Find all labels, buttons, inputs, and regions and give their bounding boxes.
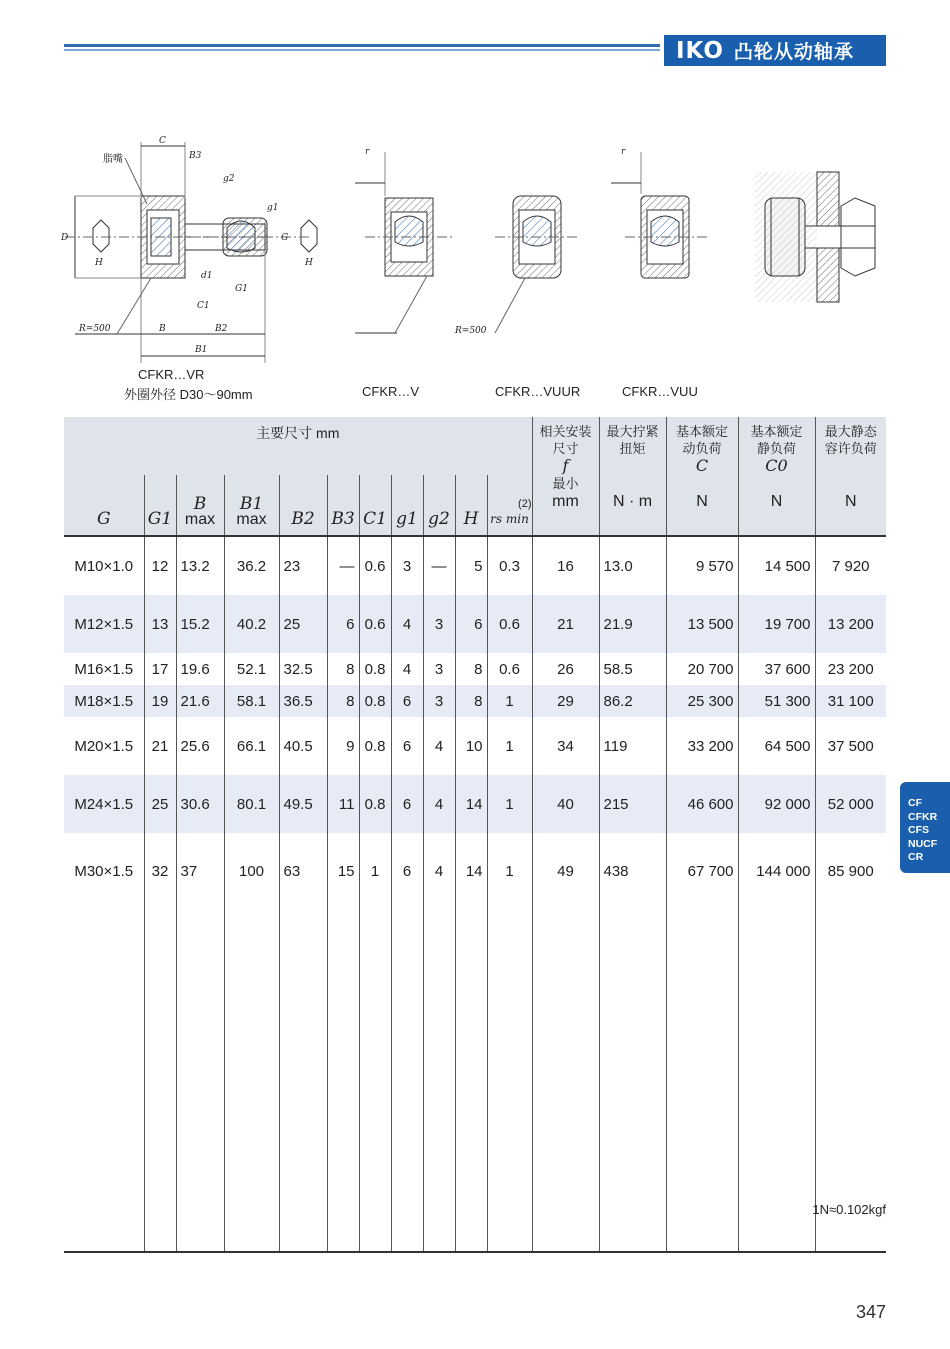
table-cell: 14: [455, 775, 487, 833]
table-row: [64, 833, 886, 943]
table-cell: 17: [144, 653, 176, 685]
table-cell: 80.1: [224, 775, 279, 833]
col-header-rs: (2) rs min: [487, 475, 532, 536]
table-cell: 37: [176, 833, 224, 943]
table-cell: 40.5: [279, 717, 327, 775]
figure-cfkr-v: [355, 147, 487, 336]
table-cell: 8: [455, 653, 487, 685]
table-cell: 6: [455, 595, 487, 653]
table-cell: M18×1.5: [64, 685, 144, 717]
table-row: [64, 685, 886, 717]
dim-C1-label: C1: [197, 301, 210, 311]
table-cell: 13 500: [666, 595, 738, 653]
table-cell: 6: [391, 833, 423, 943]
table-cell: M20×1.5: [64, 717, 144, 775]
table-cell: 13 200: [827, 615, 874, 633]
table-cell: 8: [327, 653, 359, 685]
dim-r-label-1: r: [365, 147, 370, 157]
table-cell: 14: [455, 833, 487, 943]
table-cell: M24×1.5: [64, 775, 144, 833]
table-cell: 25: [279, 595, 327, 653]
figure-mounted: [755, 172, 875, 302]
table-cell: 0.6: [359, 536, 391, 595]
table-cell: M10×1.0: [64, 536, 144, 595]
table-cell: 100: [224, 833, 279, 943]
table-cell: 13: [144, 595, 176, 653]
dim-H-label-right: H: [305, 258, 313, 268]
table-cell: 67 700: [666, 833, 738, 943]
table-cell: 46 600: [666, 775, 738, 833]
table-row: [64, 536, 886, 595]
table-cell: 13.2: [176, 536, 224, 595]
dim-d1-label: d1: [201, 271, 213, 281]
extra-col-header-0: 相关安装 尺寸 f 最小 mm: [532, 417, 599, 536]
dim-B2-label: B2: [215, 324, 228, 334]
table-cell: 0.6: [487, 595, 532, 653]
caption-cfkr-v: CFKR…V: [362, 384, 420, 399]
table-cell: 63: [279, 833, 327, 943]
table-cell: 9 570: [666, 536, 738, 595]
table-cell: 4: [423, 717, 455, 775]
table-cell: 20 700: [666, 653, 738, 685]
table-cell: 12: [144, 536, 176, 595]
table-cell: 10: [455, 717, 487, 775]
spec-table: [64, 417, 886, 1253]
table-cell: 15: [327, 833, 359, 943]
table-row: [64, 717, 886, 775]
figure-cfkr-vuu: [611, 147, 710, 278]
table-cell: 4: [391, 653, 423, 685]
table-cell: 25 300: [666, 685, 738, 717]
extra-col-header-3: 基本额定 静负荷 C0 N: [738, 417, 815, 536]
table-cell: 32: [144, 833, 176, 943]
caption-cfkr-vr: CFKR…VR: [138, 367, 205, 382]
table-cell: 92 000: [738, 775, 815, 833]
table-cell: 19.6: [176, 653, 224, 685]
table-cell: 34: [532, 717, 599, 775]
dim-G1-label: G1: [235, 284, 248, 294]
table-cell: 0.8: [359, 775, 391, 833]
extra-col-header-1: 最大拧紧 扭矩 N · m: [599, 417, 666, 536]
table-cell: 52 000: [827, 795, 874, 813]
table-cell: 0.8: [359, 717, 391, 775]
table-cell: 30.6: [176, 775, 224, 833]
table-cell: 25: [144, 775, 176, 833]
dim-R-label-1: R=500: [79, 324, 111, 334]
table-cell: 33 200: [666, 717, 738, 775]
col-header-B: B max: [176, 475, 224, 536]
table-cell: M12×1.5: [64, 595, 144, 653]
table-cell: —: [327, 536, 359, 595]
table-cell: 58.5: [599, 653, 666, 685]
table-cell: 49.5: [279, 775, 327, 833]
table-cell: 119: [599, 717, 666, 775]
col-header-B2: B2: [279, 475, 327, 536]
table-cell: 6: [391, 717, 423, 775]
table-cell: 66.1: [224, 717, 279, 775]
table-cell: 49: [532, 833, 599, 943]
col-header-C1: C1: [359, 475, 391, 536]
table-cell: 8: [455, 685, 487, 717]
col-header-H: H: [455, 475, 487, 536]
header-banner: [664, 35, 886, 66]
extra-col-header-4: 最大静态 容许负荷 N: [815, 417, 886, 536]
grease-nipple-label: 脂嘴: [103, 154, 123, 165]
table-cell: 1: [359, 833, 391, 943]
table-cell: M30×1.5: [64, 833, 144, 943]
table-cell: 23 200: [827, 660, 874, 678]
col-header-g2: g2: [423, 475, 455, 536]
dim-R-label-2: R=500: [455, 326, 487, 336]
table-cell: 15.2: [176, 595, 224, 653]
side-index-tab[interactable]: [900, 782, 950, 873]
table-cell: 21: [144, 717, 176, 775]
table-row: [64, 775, 886, 833]
side-tab-item[interactable]: CF: [908, 797, 922, 809]
table-cell: 29: [532, 685, 599, 717]
table-cell: 5: [455, 536, 487, 595]
col-header-B1: B1 max: [224, 475, 279, 536]
table-cell: 0.6: [359, 595, 391, 653]
table-filler: [64, 943, 886, 1252]
table-cell: 25.6: [176, 717, 224, 775]
table-cell: 0.6: [487, 653, 532, 685]
bearing-drawings: [55, 128, 900, 408]
extra-col-header-2: 基本额定 动负荷 C N: [666, 417, 738, 536]
table-cell: 3: [423, 653, 455, 685]
table-cell: 1: [487, 717, 532, 775]
table-cell: 23: [279, 536, 327, 595]
side-tab-item[interactable]: CFKR: [908, 810, 938, 823]
table-cell: 31 100: [827, 692, 874, 710]
figure-cfkr-vr: [60, 136, 317, 363]
brand-logo: IKO: [676, 37, 724, 64]
table-cell: 37 600: [738, 653, 815, 685]
table-cell: 1: [487, 685, 532, 717]
section-title: 凸轮从动轴承: [733, 42, 854, 63]
table-cell: 1: [487, 833, 532, 943]
table-cell: 51 300: [738, 685, 815, 717]
col-header-B3: B3: [327, 475, 359, 536]
caption-cfkr-vuur: CFKR…VUUR: [495, 384, 581, 399]
table-cell: 36.5: [279, 685, 327, 717]
table-cell: 40: [532, 775, 599, 833]
header-rule: [64, 44, 660, 52]
table-cell: 52.1: [224, 653, 279, 685]
table-cell: 3: [391, 536, 423, 595]
dim-B1-label: B1: [195, 345, 208, 355]
table-cell: 86.2: [599, 685, 666, 717]
table-cell: 1: [487, 775, 532, 833]
table-cell: 40.2: [224, 595, 279, 653]
group-header-main-dims: 主要尺寸 mm: [64, 417, 532, 475]
table-cell: 11: [327, 775, 359, 833]
table-cell: 4: [423, 775, 455, 833]
table-cell: 19: [144, 685, 176, 717]
table-cell: 144 000: [738, 833, 815, 943]
table-cell: 64 500: [738, 717, 815, 775]
col-header-g1: g1: [391, 475, 423, 536]
side-tab-item[interactable]: CFS: [908, 824, 929, 836]
table-cell: 6: [327, 595, 359, 653]
table-cell: 215: [599, 775, 666, 833]
table-cell: 6: [391, 775, 423, 833]
table-cell: 32.5: [279, 653, 327, 685]
table-cell: 16: [532, 536, 599, 595]
table-cell: 13.0: [599, 536, 666, 595]
table-row: [64, 653, 886, 685]
table-cell: 0.8: [359, 685, 391, 717]
col-header-G1: G1: [144, 475, 176, 536]
table-cell: 21.6: [176, 685, 224, 717]
table-cell: 19 700: [738, 595, 815, 653]
col-header-G: G: [64, 475, 144, 536]
table-cell: 9: [327, 717, 359, 775]
table-cell: 4: [423, 833, 455, 943]
dim-B3-label: B3: [189, 151, 202, 161]
table-cell: 438: [599, 833, 666, 943]
unit-footnote: 1N≈0.102kgf: [812, 1202, 886, 1217]
dim-r-label-2: r: [621, 147, 626, 157]
caption-cfkr-vuu: CFKR…VUU: [622, 384, 698, 399]
dim-g2-label: g2: [223, 174, 235, 184]
table-cell: 8: [327, 685, 359, 717]
table-row: [64, 595, 886, 653]
table-cell: 0.8: [359, 653, 391, 685]
table-cell: 7 920: [815, 536, 886, 595]
dim-g1-label: g1: [267, 203, 279, 213]
table-cell: 21: [532, 595, 599, 653]
table-cell: 14 500: [738, 536, 815, 595]
table-cell: 3: [423, 685, 455, 717]
table-cell: 58.1: [224, 685, 279, 717]
figure-cfkr-vuur: [495, 196, 580, 333]
dim-D-label: D: [61, 233, 69, 243]
dim-H-label-left: H: [95, 258, 103, 268]
table-cell: 36.2: [224, 536, 279, 595]
table-cell: 21.9: [599, 595, 666, 653]
side-tab-item[interactable]: NUCF: [908, 837, 938, 850]
table-cell: —: [423, 536, 455, 595]
table-cell: 4: [391, 595, 423, 653]
dim-B-label: B: [159, 324, 166, 334]
table-cell: M16×1.5: [64, 653, 144, 685]
page-number: 347: [855, 1302, 886, 1322]
table-cell: 3: [423, 595, 455, 653]
table-cell: 85 900: [827, 863, 874, 880]
dim-C-label: C: [159, 136, 166, 146]
caption-cfkr-vr-sub: 外圈外径 D30〜90mm: [124, 387, 253, 402]
table-cell: 0.3: [487, 536, 532, 595]
side-tab-item[interactable]: CR: [908, 851, 924, 863]
dim-G-label: G: [281, 233, 289, 243]
table-cell: 37 500: [827, 737, 874, 755]
table-cell: 26: [532, 653, 599, 685]
table-cell: 6: [391, 685, 423, 717]
